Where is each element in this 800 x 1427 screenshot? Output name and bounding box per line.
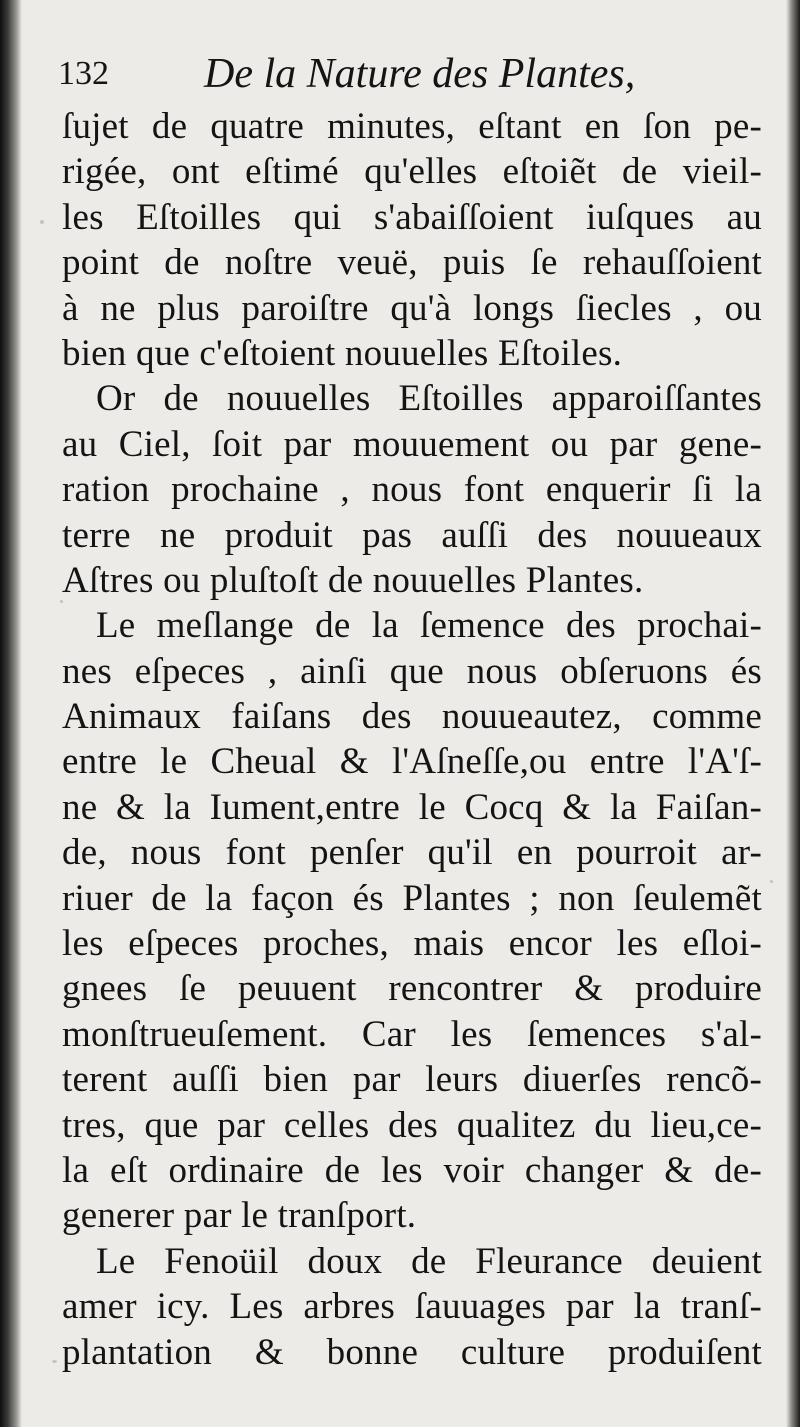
text-line: generer par le tranſport. — [62, 1195, 417, 1237]
text-line: la eſt ordinaire de les voir changer & de- — [62, 1149, 762, 1191]
running-title: De la Nature des Plantes, — [204, 51, 636, 97]
page-edge-shadow — [786, 0, 800, 1427]
text-line: au Ciel, ſoit par mouuement ou par gene- — [62, 423, 762, 465]
text-line: tres, que par celles des qualitez du lieu,ce- — [62, 1104, 762, 1146]
text-line: ne & la Iument,entre le Cocq & la Faiſan- — [62, 786, 762, 828]
text-line: rigée, ont eſtimé qu'elles eſtoiẽt de vieil- — [62, 151, 762, 193]
text-line: amer icy. Les arbres ſauuages par la tranſ- — [62, 1286, 762, 1328]
text-line: les eſpeces proches, mais encor les eſloi- — [62, 923, 762, 965]
text-line: Animaux faiſans des nouueautez, comme — [62, 696, 762, 738]
text-line: Aſtres ou pluſtoſt de nouuelles Plantes. — [62, 559, 644, 601]
binding-gutter-shadow — [0, 0, 22, 1427]
text-line: monſtrueuſement. Car les ſemences s'al- — [62, 1013, 762, 1055]
text-line: ſujet de quatre minutes, eſtant en ſon pe- — [62, 106, 762, 147]
text-line: gnees ſe peuuent rencontrer & produire — [62, 968, 762, 1010]
text-line: entre le Cheual & l'Aſneſſe,ou entre l'A'ſ- — [62, 741, 762, 783]
paper-speck — [40, 220, 44, 224]
text-line: nes eſpeces , ainſi que nous obſeruons és — [62, 650, 762, 692]
text-line: Le meſlange de la ſemence des prochai- — [96, 605, 762, 647]
text-line: bien que c'eſtoient nouuelles Eſtoiles. — [62, 332, 623, 374]
text-line: Or de nouuelles Eſtoilles apparoiſſantes — [96, 378, 762, 420]
text-line: point de noſtre veuë, puis ſe rehauſſoient — [62, 242, 762, 284]
body-text — [62, 104, 762, 1375]
page-number: 132 — [58, 55, 109, 92]
text-line: Le Fenoüil doux de Fleurance deuient — [96, 1240, 762, 1282]
running-head — [58, 50, 678, 104]
text-line: à ne plus paroiſtre qu'à longs ſiecles , ou — [62, 287, 762, 329]
text-line: les Eſtoilles qui s'abaiſſoient iuſques au — [62, 196, 762, 238]
text-line: ration prochaine , nous font enquerir ſi la — [62, 469, 762, 511]
text-line: riuer de la façon és Plantes ; non ſeulemẽt — [62, 877, 762, 919]
text-line: terent auſſi bien par leurs diuerſes rencõ- — [62, 1059, 762, 1101]
text-line: terre ne produit pas auſſi des nouueaux — [62, 514, 762, 556]
text-line: de, nous font penſer qu'il en pourroit ar- — [62, 832, 762, 874]
text-line: plantation & bonne culture produiſent — [62, 1331, 762, 1373]
paper-speck — [60, 600, 63, 603]
paper-speck — [770, 880, 773, 883]
paper-speck — [52, 1360, 57, 1363]
